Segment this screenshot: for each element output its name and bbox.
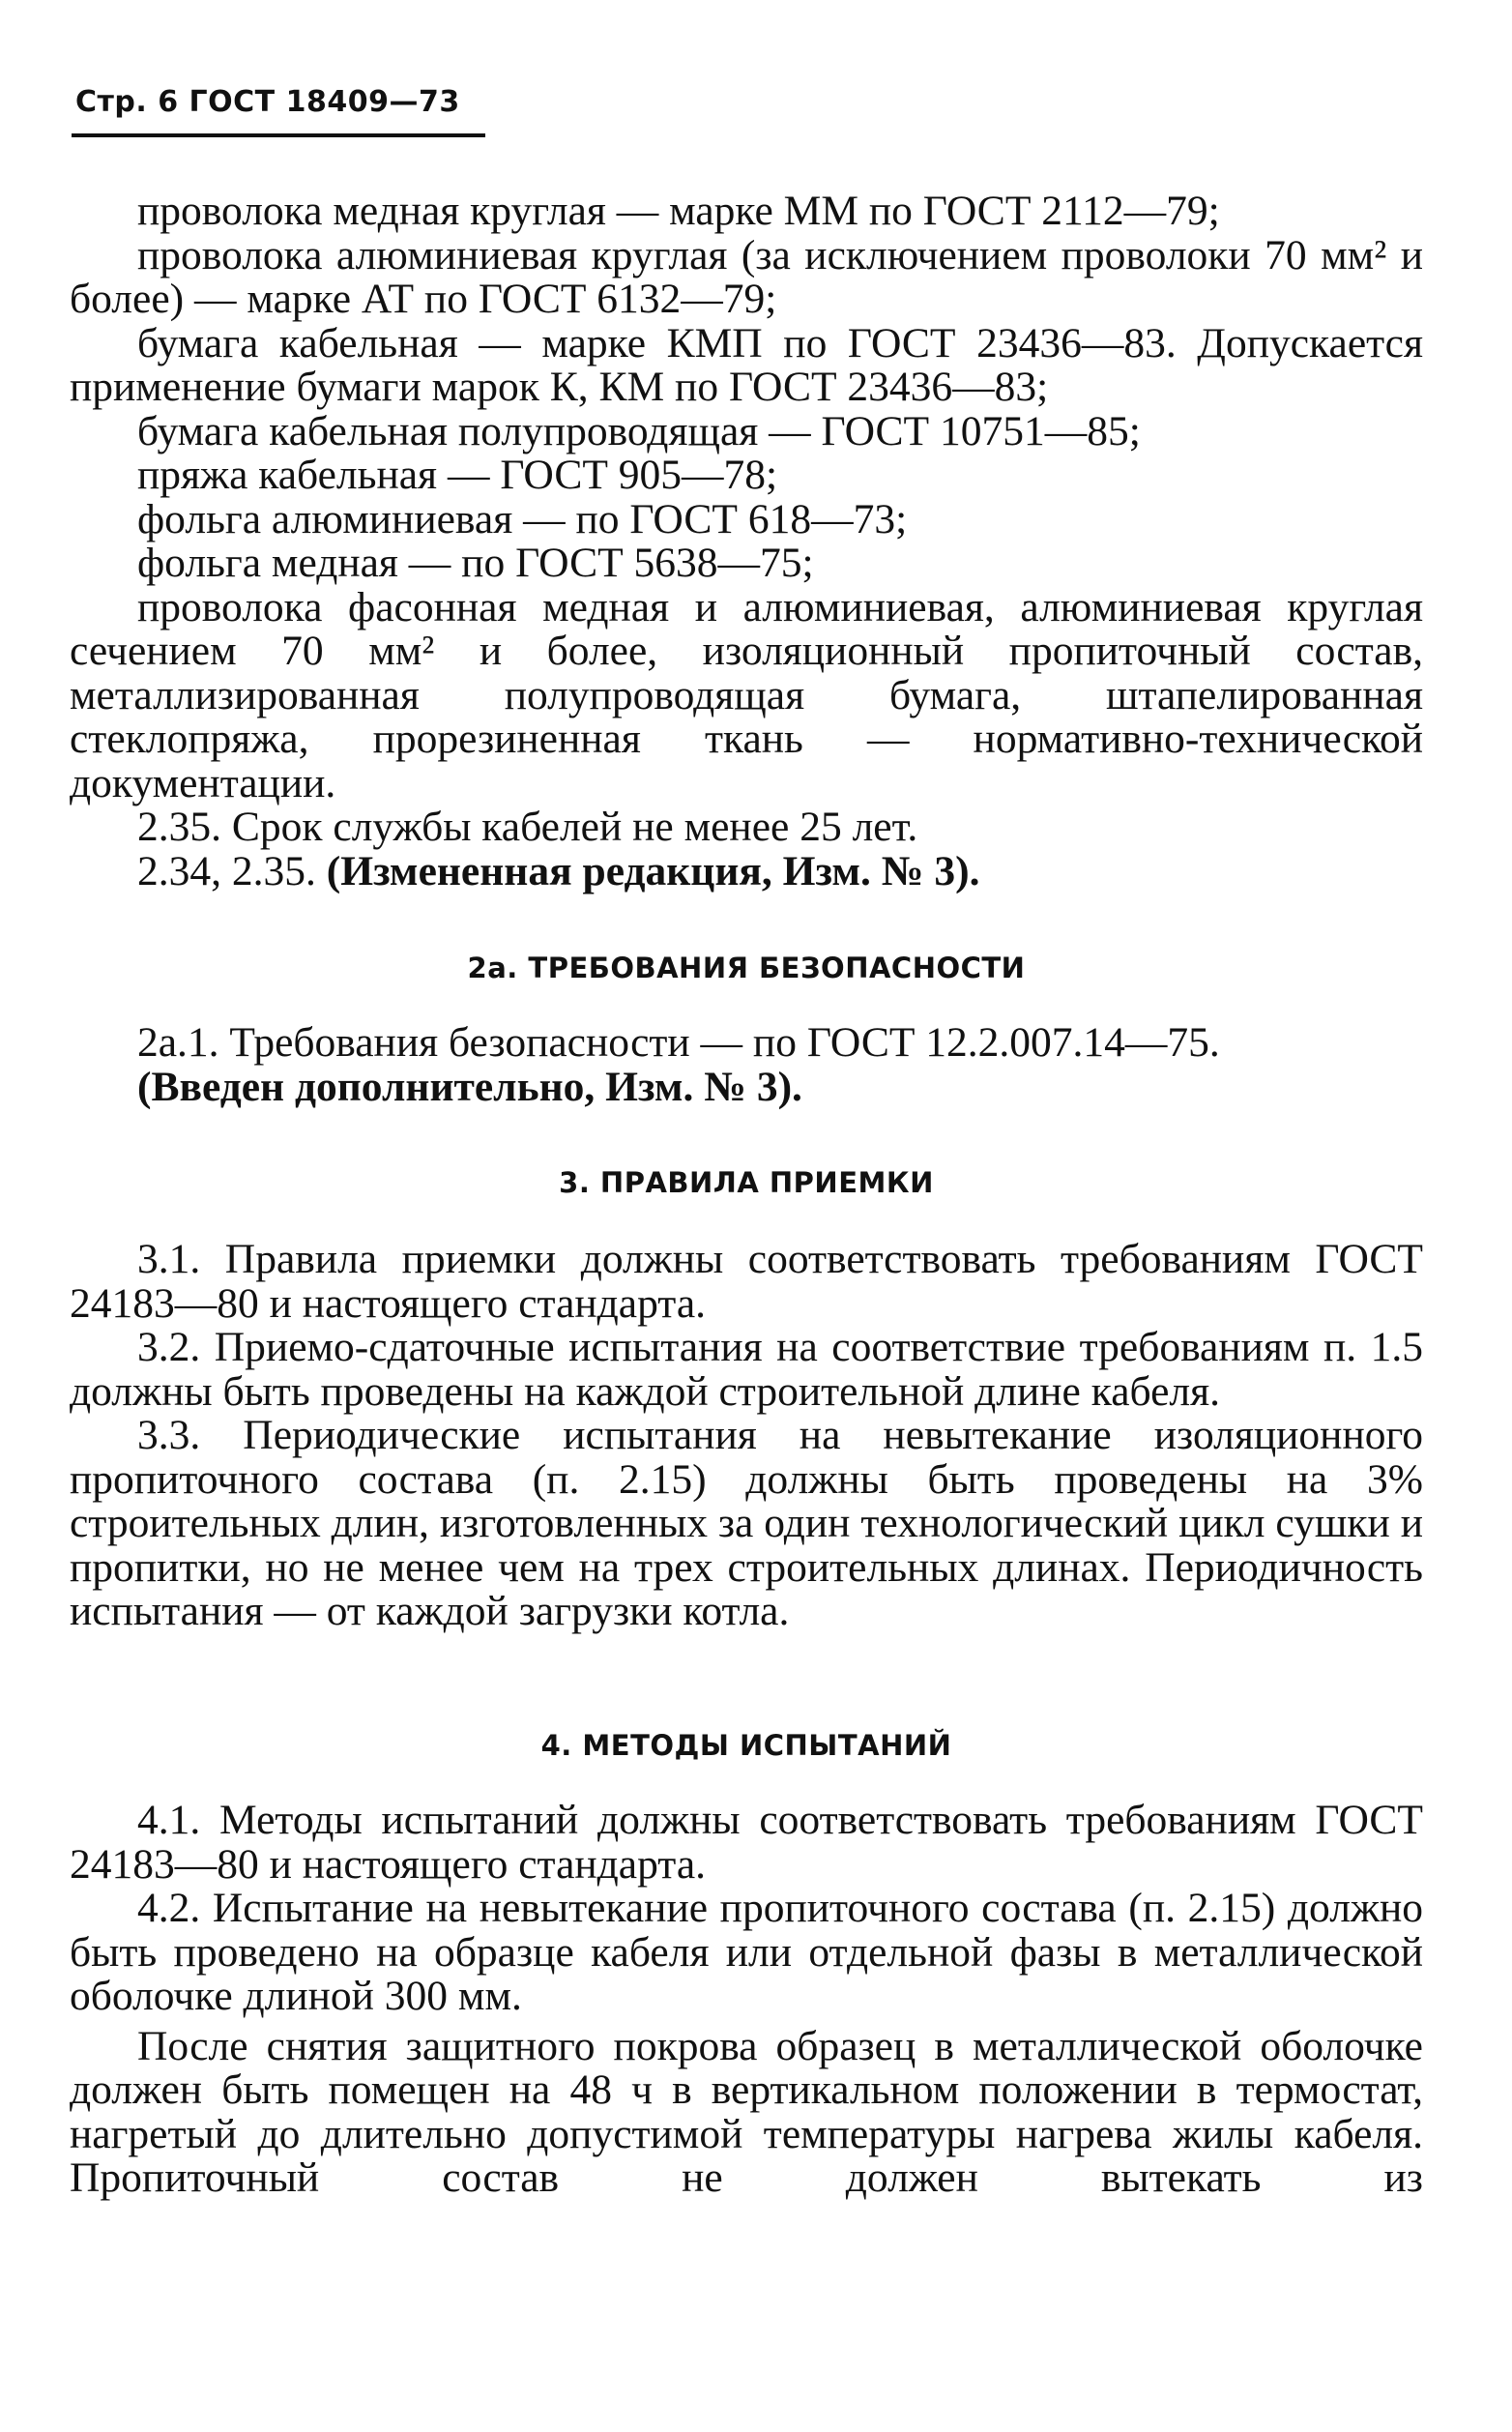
paragraph: 3.3. Периодические испытания на невытекание изоляционного пропиточного состава (п. 2.15) должны быть проведены на 3% строительных длин, изготовленных за один технологический цикл сушки и пропитки, но не менее чем на трех строительных длинах. Периодичность испытания — от каждой загрузки котла. bbox=[70, 1412, 1423, 1634]
amendment-note: (Введен дополнительно, Изм. № 3). bbox=[137, 1063, 802, 1110]
paragraph: 2.35. Срок службы кабелей не менее 25 лет. bbox=[137, 804, 918, 850]
paragraph: бумага кабельная — марке КМП по ГОСТ 23436—83. Допускается применение бумаги марок К, КМ по ГОСТ 23436—83; bbox=[70, 319, 1423, 410]
paragraph: фольга алюминиевая — по ГОСТ 618—73; bbox=[137, 495, 908, 542]
paragraph: 3.1. Правила приемки должны соответствовать требованиям ГОСТ 24183—80 и настоящего стандарта. bbox=[70, 1236, 1423, 1327]
section-title-4: 4. МЕТОДЫ ИСПЫТАНИЙ bbox=[540, 1729, 952, 1762]
section-title-3: 3. ПРАВИЛА ПРИЕМКИ bbox=[559, 1166, 934, 1199]
paragraph: фольга медная — по ГОСТ 5638—75; bbox=[137, 540, 814, 586]
amendment-ref: 2.34, 2.35. bbox=[137, 847, 327, 894]
materials-list bbox=[70, 190, 1423, 894]
paragraph: 4.2. Испытание на невытекание пропиточного состава (п. 2.15) должно быть проведено на образце кабеля или отдельной фазы в металлической оболочке длиной 300 мм. bbox=[70, 1885, 1423, 2019]
paragraph: проволока медная круглая — марке ММ по ГОСТ 2112—79; bbox=[137, 188, 1220, 234]
section-3-body bbox=[70, 1238, 1423, 1634]
paragraph: 2а.1. Требования безопасности — по ГОСТ 12.2.007.14—75. bbox=[137, 1019, 1220, 1066]
paragraph: проволока алюминиевая круглая (за исключением проволоки 70 мм² и более) — марке АТ по ГОСТ 6132—79; bbox=[70, 231, 1423, 322]
header-rule bbox=[72, 133, 485, 137]
paragraph: 4.1. Методы испытаний должны соответствовать требованиям ГОСТ 24183—80 и настоящего стандарта. bbox=[70, 1797, 1423, 1888]
paragraph: 3.2. Приемо-сдаточные испытания на соответствие требованиям п. 1.5 должны быть проведены на каждой строительной длине кабеля. bbox=[70, 1324, 1423, 1415]
paragraph: бумага кабельная полупроводящая — ГОСТ 10751—85; bbox=[137, 407, 1141, 454]
amendment-text: (Измененная редакция, Изм. № 3). bbox=[326, 847, 980, 894]
paragraph: пряжа кабельная — ГОСТ 905—78; bbox=[137, 452, 778, 498]
page-header: Стр. 6 ГОСТ 18409—73 bbox=[75, 85, 460, 119]
section-title-2a: 2а. ТРЕБОВАНИЯ БЕЗОПАСНОСТИ bbox=[467, 952, 1026, 984]
paragraph: проволока фасонная медная и алюминиевая, алюминиевая круглая сечением 70 мм² и более, изоляционный пропиточный состав, металлизированная полупроводящая бумага, штапелированная стеклопряжа, прорезиненная ткань — нормативно-технической документации. bbox=[70, 583, 1423, 806]
amendment-note bbox=[70, 847, 1423, 894]
section-2a-body bbox=[70, 1021, 1423, 1109]
section-4-body bbox=[70, 1799, 1423, 2201]
paragraph: После снятия защитного покрова образец в металлической оболочке должен быть помещен на 48 ч в вертикальном положении в термостат, нагретый до длительно допустимой температуры нагрева жилы кабеля. Пропиточный состав не должен вытекать из bbox=[70, 2022, 1423, 2201]
